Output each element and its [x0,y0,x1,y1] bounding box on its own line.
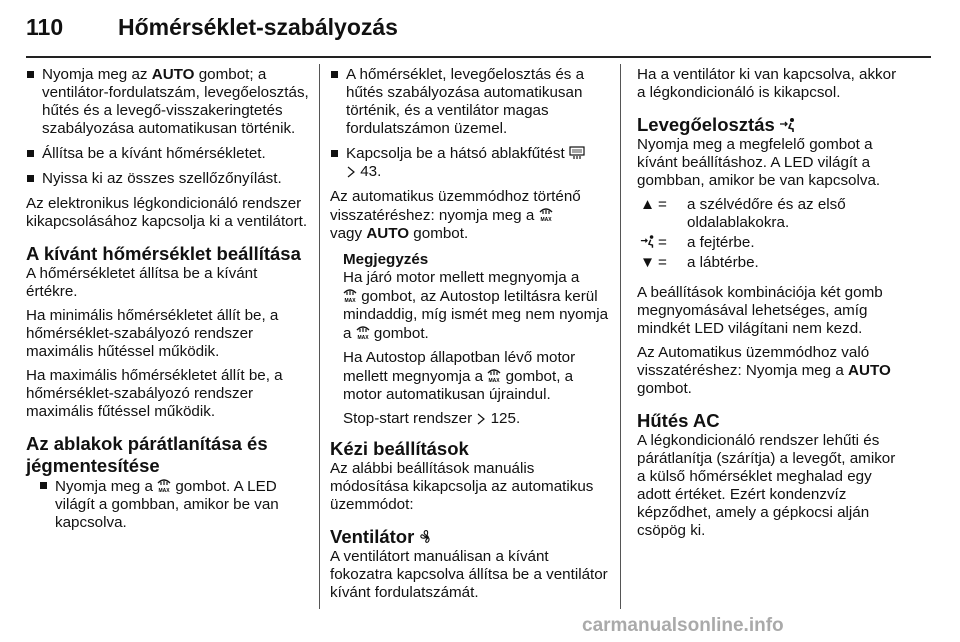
page-number: 110 [26,14,64,40]
heading-fan: Ventilátor [330,526,415,547]
fan-heading-row [330,526,610,548]
paragraph-switch-off: Az elektronikus légkondicionáló rendszer kikapcsolásához kapcsolja ki a ventilátort. [26,195,308,230]
paragraph: A beállítások kombinációja két gomb megnyomásával lehetséges, amíg mindkét LED világítani nem kezd. [637,284,883,337]
list-item: ▼ = a lábtérbe. [640,254,759,271]
bullet-icon [40,482,47,489]
list-item: Nyissa ki az összes szellőzőnyílást. [26,170,312,188]
column-2 [330,66,610,608]
note-block [343,251,610,428]
bullet-icon [27,71,34,78]
list-item: = a fejtérbe. [637,234,903,252]
svg-text:MAX: MAX [488,378,500,383]
paragraph-return-auto: Az automatikus üzemmódhoz történő visszatéréshez: nyomja meg a MAX vagy AUTO gombot. [330,188,581,242]
note-heading: Megjegyzés [343,251,429,268]
column-1 [26,66,312,539]
bullet-icon [27,150,34,157]
page-header [0,14,960,48]
windscreen-arrow-icon: ▲ [640,196,656,213]
list-item: Állítsa be a kívánt hőmérsékletet. [26,145,312,163]
list-item: ▲ = a szélvédőre és az első oldalablakokra. [640,196,846,231]
list-item: Kapcsolja be a hátsó ablakfűtést 43. [330,145,610,181]
bullet-icon [331,150,338,157]
paragraph: Az Automatikus üzemmódhoz való visszatéréshez: Nyomja meg a AUTO gombot. [637,344,891,397]
heading-manual-settings: Kézi beállítások [330,438,469,459]
air-heading-row [637,114,903,136]
svg-text:MAX: MAX [158,488,170,493]
paragraph: Ha a ventilátor ki van kapcsolva, akkor a légkondicionáló is kikapcsol. [637,66,897,101]
list-item: Nyomja meg az AUTO gombot; a ventilátor-fordulatszám, levegőelosztás, hűtés és a levegő-visszakeringtetés szabályozása automatikusan történik. [26,66,312,138]
max-defrost-icon [343,287,357,303]
max-defrost-icon [487,367,501,383]
max-defrost-icon [157,477,171,493]
paragraph: A ventilátort manuálisan a kívánt fokozatra kapcsolva állítsa be a ventilátor kívánt fordulatszámát. [330,548,608,601]
paragraph: Nyomja meg a megfelelő gombot a kívánt beállításhoz. A LED világít a gombban, amikor be van kapcsolva. [637,136,881,189]
bullet-icon [27,175,34,182]
heading-cooling-ac: Hűtés AC [637,410,720,431]
paragraph: A hőmérsékletet állítsa be a kívánt értékre. [26,265,258,300]
paragraph: Az alábbi beállítások manuális módosítása kikapcsolja az automatikus üzemmódot: [330,460,594,513]
fan-icon [419,529,435,545]
air-distribution-head-icon [640,234,656,254]
note-paragraph: Ha járó motor mellett megnyomja a MAX gombot, az Autostop letiltásra kerül mindaddig, míg ismét meg nem nyomja a MAX gombot. [343,269,609,342]
page-reference-icon[interactable] [476,413,486,425]
rear-window-heating-icon [569,145,585,160]
svg-text:MAX: MAX [344,298,356,303]
heading-air-distribution: Levegőelosztás [637,114,775,135]
footwell-arrow-icon: ▼ [640,254,656,271]
note-paragraph: Stop-start rendszer 125. [343,410,521,427]
paragraph: Ha minimális hőmérsékletet állít be, a hőmérséklet-szabályozó rendszer maximális hűtéssel működik. [26,307,279,360]
list-item: Nyomja meg a MAX gombot. A LED világít a gombban, amikor be van kapcsolva. [39,477,312,532]
list-item: A hőmérséklet, levegőelosztás és a hűtés szabályozása automatikusan történik, és a ventilátor magas fordulatszámon üzemel. [330,66,610,138]
max-defrost-icon [539,206,553,222]
header-rule [26,56,931,58]
page-reference-icon[interactable] [346,166,356,178]
column-3 [637,66,903,546]
air-distribution-list [637,196,903,272]
paragraph: A légkondicionáló rendszer lehűti és párátlanítja (szárítja) a levegőt, amikor a külső hőmérséklet meghalad egy adott értéket. Ezért kondenzvíz képződhet, amely a gépkocsi alján csöpög ki. [637,432,896,539]
paragraph: Ha maximális hőmérsékletet állít be, a hőmérséklet-szabályozó rendszer maximális fűtéssel működik. [26,367,283,420]
column-divider [620,64,621,609]
auto-steps-list [26,66,312,188]
watermark: carmanualsonline.info [582,615,784,636]
bullet-icon [331,71,338,78]
svg-text:MAX: MAX [539,217,552,222]
column-divider [319,64,320,609]
heading-set-temperature: A kívánt hőmérséklet beállítása [26,243,301,264]
note-paragraph: Ha Autostop állapotban lévő motor mellett megnyomja a MAX gombot, a motor automatikusan újraindul. [343,349,576,403]
max-defrost-icon [356,324,370,340]
air-distribution-head-icon [779,117,797,133]
heading-defrost: Az ablakok párátlanítása és jégmentesítése [26,433,268,476]
svg-text:MAX: MAX [357,335,369,340]
page-title: Hőmérséklet-szabályozás [118,14,398,40]
